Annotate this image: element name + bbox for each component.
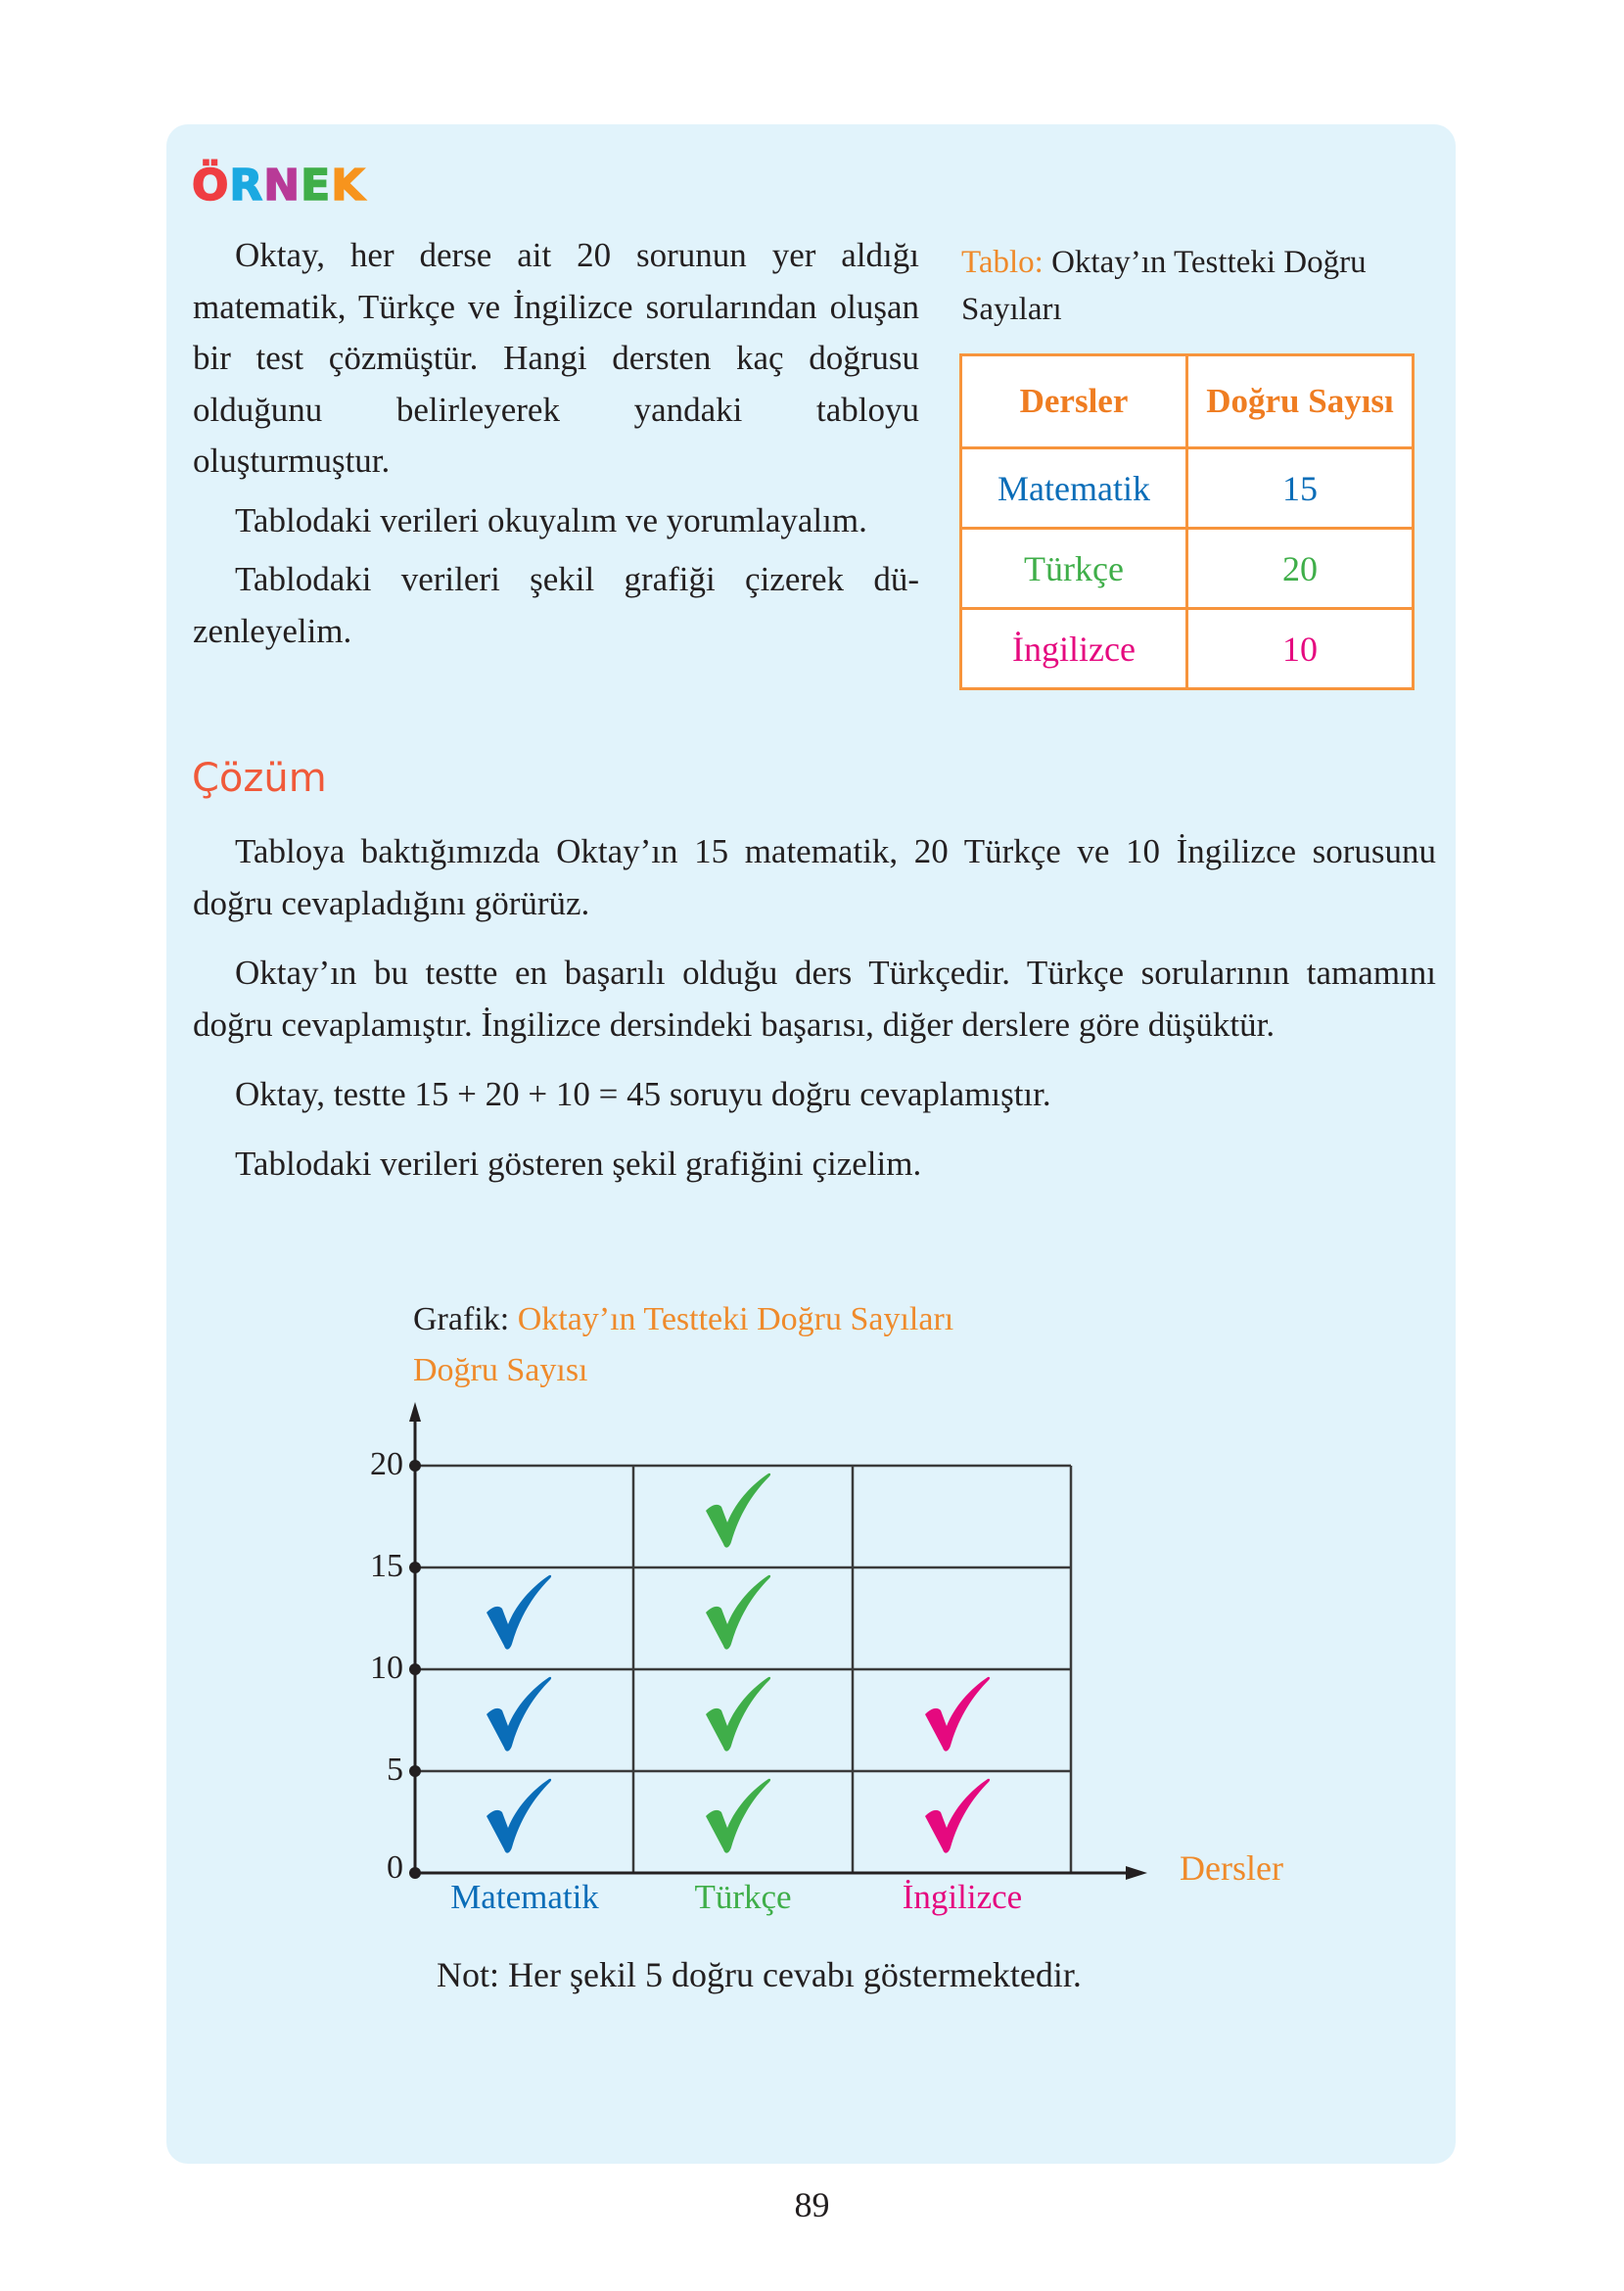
page-number: 89: [794, 2185, 830, 2224]
table-header-subject: Dersler: [961, 355, 1187, 448]
solution-heading: Çözüm: [192, 756, 327, 801]
x-axis-label: Dersler: [1180, 1848, 1283, 1888]
y-tick-15: 15: [370, 1548, 403, 1584]
table-caption-label: Tablo:: [961, 245, 1044, 280]
table-cell-count: 20: [1187, 529, 1414, 609]
table-cell-subject: Matematik: [961, 448, 1187, 529]
x-category-matematik: Matematik: [450, 1878, 599, 1916]
x-category-ingilizce: İngilizce: [902, 1878, 1023, 1916]
check-icons-matematik: [487, 1575, 551, 1853]
intro-paragraph: Oktay, her derse ait 20 sorunun yer aldığı matematik, Türkçe ve İngilizce sorularından oluşan bir test çözmüştür. Hangi dersten kaç doğrusu olduğunu belirleyerek yandaki tabloyu oluşturmuştur.: [193, 236, 919, 480]
ornek-letter: E: [301, 161, 332, 210]
check-icons-turkce: [706, 1473, 770, 1853]
intro-paragraph: Tablodaki verileri şekil grafiği çizerek düzenleyelim.: [193, 560, 919, 650]
chart-title-prefix: Grafik:: [413, 1301, 510, 1337]
y-tick-0: 0: [387, 1849, 403, 1886]
x-axis-arrow-icon: [1126, 1866, 1147, 1880]
table-cell-count: 10: [1187, 609, 1414, 689]
solution-paragraph: Tabloya baktığımızda Oktay’ın 15 matematik, 20 Türkçe ve 10 İngilizce sorusunu doğru cevapladığını görürüz.: [193, 832, 1436, 922]
y-tick-10: 10: [370, 1650, 403, 1686]
ornek-letter: R: [229, 161, 264, 210]
y-tick-20: 20: [370, 1446, 403, 1482]
ornek-letter: K: [331, 161, 366, 210]
table-caption-text: Oktay’ın Testteki Doğru Sayıları: [961, 245, 1367, 327]
chart-title-text: Oktay’ın Testteki Doğru Sayıları: [517, 1301, 954, 1337]
table-cell-subject: Türkçe: [961, 529, 1187, 609]
x-category-turkce: Türkçe: [694, 1878, 792, 1916]
solution-paragraph: Tablodaki verileri gösteren şekil grafiğini çizelim.: [235, 1145, 922, 1183]
table-header-count: Doğru Sayısı: [1187, 355, 1414, 448]
ornek-letter: Ö: [192, 161, 230, 210]
solution-paragraph: Oktay’ın bu testte en başarılı olduğu ders Türkçedir. Türkçe sorularının tamamını doğru cevaplamıştır. İngilizce dersindeki başarısı, diğer derslere göre düşüktür.: [193, 954, 1436, 1044]
solution-paragraph: Oktay, testte 15 + 20 + 10 = 45 soruyu doğru cevaplamıştır.: [235, 1075, 1051, 1113]
y-axis-label: Doğru Sayısı: [413, 1352, 588, 1388]
chart-note: Not: Her şekil 5 doğru cevabı göstermektedir.: [437, 1955, 1082, 1994]
table-cell-subject: İngilizce: [961, 609, 1187, 689]
check-icons-ingilizce: [925, 1677, 990, 1853]
y-axis-arrow-icon: [409, 1402, 421, 1422]
ornek-letter: N: [263, 161, 302, 210]
y-tick-5: 5: [387, 1752, 403, 1788]
table-cell-count: 15: [1187, 448, 1414, 529]
intro-paragraph: Tablodaki verileri okuyalım ve yorumlayalım.: [235, 500, 867, 539]
